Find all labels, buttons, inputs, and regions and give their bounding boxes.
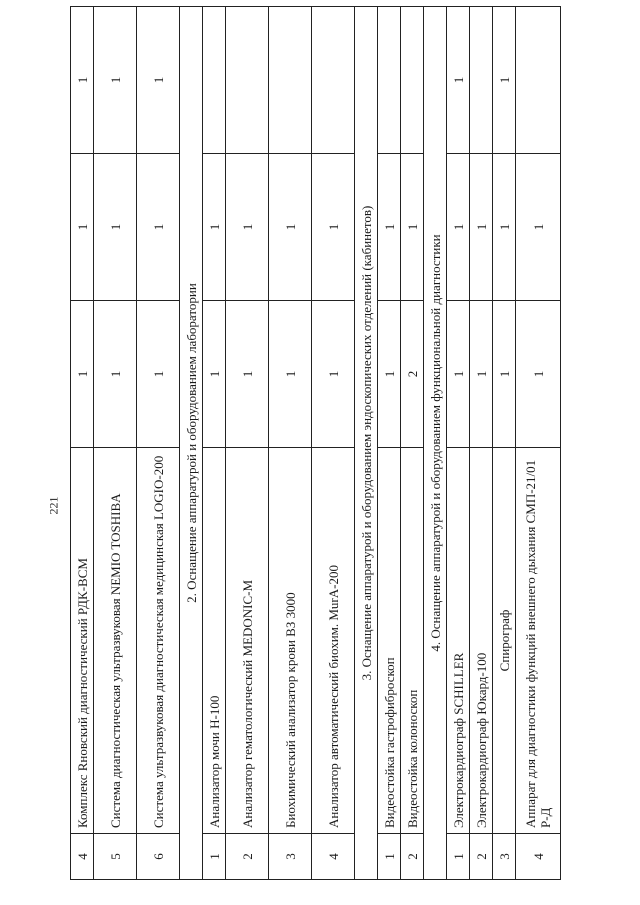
count-cell: 1: [470, 301, 493, 448]
row-number: 4: [312, 834, 355, 880]
count-cell: 1: [447, 301, 470, 448]
equipment-name: Электрокардиограф SCHILLER: [447, 448, 470, 834]
count-cell: 1: [137, 7, 180, 154]
table-row: [470, 7, 493, 880]
count-cell: 1: [269, 301, 312, 448]
count-cell: 1: [516, 154, 561, 301]
count-cell: 1: [71, 7, 94, 154]
count-cell: [312, 7, 355, 154]
count-cell: 1: [226, 154, 269, 301]
equipment-name: Видеостойка колоноскоп: [401, 448, 424, 834]
count-cell: 1: [71, 301, 94, 448]
row-number: 4: [516, 834, 561, 880]
row-number: 1: [378, 834, 401, 880]
section-title: 4. Оснащение аппаратурой и оборудованием функциональной диагностики: [424, 7, 447, 880]
count-cell: 1: [447, 7, 470, 154]
count-cell: [269, 7, 312, 154]
count-cell: 1: [71, 154, 94, 301]
equipment-name: Анализатор автоматический биохим. MurA-200: [312, 448, 355, 834]
equipment-name: Комплекс Rновский диагностический РДК-ВСМ: [71, 448, 94, 834]
table-row: [401, 7, 424, 880]
section-header-row: [180, 7, 203, 880]
equipment-name: Анализатор гематологический MEDONIC-M: [226, 448, 269, 834]
count-cell: [516, 7, 561, 154]
count-cell: [203, 7, 226, 154]
count-cell: [378, 7, 401, 154]
page-number: 221: [46, 496, 61, 515]
count-cell: 1: [493, 154, 516, 301]
section-header-row: [424, 7, 447, 880]
equipment-name: Биохимический анализатор крови ВЗ 3000: [269, 448, 312, 834]
count-cell: 1: [493, 7, 516, 154]
equipment-name: Электрокардиограф Юкард-100: [470, 448, 493, 834]
row-number: 6: [137, 834, 180, 880]
table-row: [137, 7, 180, 880]
equipment-name: Система ультразвуковая диагностическая медицинская LOGIO-200: [137, 448, 180, 834]
count-cell: [470, 7, 493, 154]
count-cell: 1: [137, 154, 180, 301]
row-number: 1: [203, 834, 226, 880]
equipment-table: [70, 6, 561, 880]
table-row: [269, 7, 312, 880]
equipment-name: Анализатор мочи Н-100: [203, 448, 226, 834]
row-number: 2: [226, 834, 269, 880]
equipment-name: Аппарат для диагностики функций внешнего дыхания СМП-21/01 Р-Д: [516, 448, 561, 834]
table-row: [71, 7, 94, 880]
row-number: 3: [269, 834, 312, 880]
count-cell: 1: [470, 154, 493, 301]
count-cell: [401, 7, 424, 154]
table-row: [203, 7, 226, 880]
section-title: 2. Оснащение аппаратурой и оборудованием лаборатории: [180, 7, 203, 880]
count-cell: 1: [516, 301, 561, 448]
section-title: 3. Оснащение аппаратурой и оборудованием эндоскопических отделений (кабинетов): [355, 7, 378, 880]
row-number: 2: [470, 834, 493, 880]
count-cell: 1: [378, 154, 401, 301]
count-cell: 1: [401, 154, 424, 301]
row-number: 1: [447, 834, 470, 880]
equipment-name: Система диагностическая ультразвуковая NEMIO TOSHIBA: [94, 448, 137, 834]
table-row: [447, 7, 470, 880]
count-cell: 1: [94, 301, 137, 448]
count-cell: [226, 7, 269, 154]
count-cell: 1: [447, 154, 470, 301]
count-cell: 1: [137, 301, 180, 448]
count-cell: 1: [203, 154, 226, 301]
table-row: [94, 7, 137, 880]
count-cell: 2: [401, 301, 424, 448]
table-row: [516, 7, 561, 880]
table-row: [312, 7, 355, 880]
count-cell: 1: [94, 7, 137, 154]
row-number: 4: [71, 834, 94, 880]
row-number: 3: [493, 834, 516, 880]
equipment-name: Спирограф: [493, 448, 516, 834]
count-cell: 1: [312, 154, 355, 301]
row-number: 5: [94, 834, 137, 880]
section-header-row: [355, 7, 378, 880]
table-row: [378, 7, 401, 880]
count-cell: 1: [94, 154, 137, 301]
count-cell: 1: [203, 301, 226, 448]
equipment-table-body: [71, 7, 561, 880]
row-number: 2: [401, 834, 424, 880]
count-cell: 1: [312, 301, 355, 448]
rotated-table-container: [70, 40, 620, 880]
count-cell: 1: [378, 301, 401, 448]
table-row: [226, 7, 269, 880]
table-row: [493, 7, 516, 880]
count-cell: 1: [493, 301, 516, 448]
count-cell: 1: [226, 301, 269, 448]
count-cell: 1: [269, 154, 312, 301]
equipment-name: Видеостойка гастрофиброскоп: [378, 448, 401, 834]
